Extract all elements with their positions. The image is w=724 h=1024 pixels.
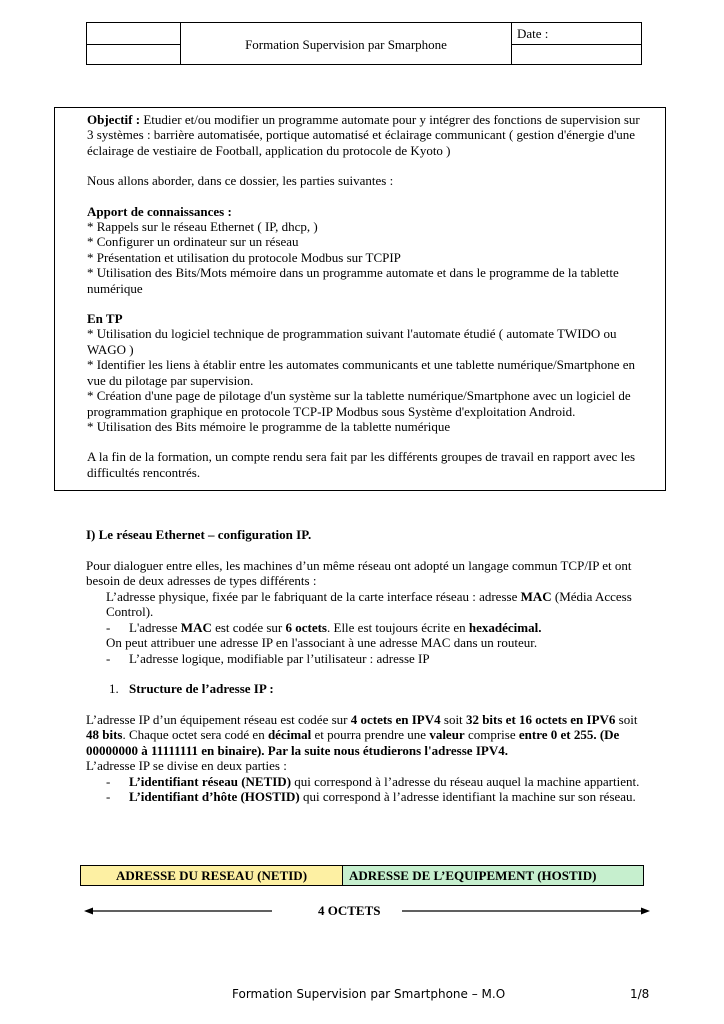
logical-address-bullet: - L’adresse logique, modifiable par l’utilisateur : adresse IP — [106, 650, 430, 666]
objective-conclusion: A la fin de la formation, un compte rendu sera fait par les différents groupes de travail en rapport avec les difficultés rencontrés. — [87, 449, 636, 480]
knowledge-item: * Configurer un ordinateur sur un réseau — [87, 234, 299, 250]
subsection-title: 1. Structure de l’adresse IP : — [109, 681, 274, 696]
mac-bullet: - L'adresse MAC est codée sur 6 octets. Elle est toujours écrite en hexadécimal. — [106, 619, 542, 635]
arrow-right-head — [641, 908, 650, 915]
header-title: Formation Supervision par Smarphone — [245, 37, 447, 52]
tp-item: * Utilisation du logiciel technique de programmation suivant l'automate étudié ( automate TWIDO ou WAGO ) — [87, 326, 617, 357]
knowledge-item: * Utilisation des Bits/Mots mémoire dans un programme automate et dans le programme de la tablette numérique — [87, 265, 619, 296]
octets-label: 4 OCTETS — [318, 903, 381, 918]
footer-text: Formation Supervision par Smartphone – M.O — [232, 987, 506, 1001]
objective-content — [87, 112, 643, 480]
tp-item: * Identifier les liens à établir entre les automates communicants et une tablette numérique/Smartphone en vue du pilotage par supervision. — [87, 357, 635, 388]
objective-text: Etudier et/ou modifier un programme automate pour y intégrer des fonctions de supervision sur 3 systèmes : barrière automatisée, portique automatisé et éclairage communicant ( gestion d'énergie d'une éclairage de vestiaire de Football, application du protocole de Kyoto ) — [87, 112, 640, 158]
section-title: I) Le réseau Ethernet – configuration IP. — [86, 527, 312, 542]
header-table — [86, 22, 642, 65]
header-row-line — [87, 44, 180, 45]
header-date-label: Date : — [517, 26, 549, 41]
physical-address-text: L’adresse physique, fixée par le fabriquant de la carte interface réseau : adresse MAC (Média Access Control). — [106, 588, 632, 619]
section-ethernet — [86, 527, 642, 805]
netid-bullet: - L’identifiant réseau (NETID) qui correspond à l’adresse du réseau auquel la machine appartient. — [106, 773, 640, 789]
ip-address-table — [80, 865, 644, 886]
ip-structure-text: L’adresse IP d’un équipement réseau est codée sur 4 octets en IPV4 soit 32 bits et 16 octets en IPV6 soit 48 bits. Chaque octet sera codé en décimal et pourra prendre une valeur comprise entre 0 et 255. (De 00000000 à 11111111 en binaire). Par la suite nous étudierons l'adresse IPV4. — [86, 711, 638, 758]
netid-cell: ADRESSE DU RESEAU (NETID) — [81, 866, 343, 885]
section-intro: Pour dialoguer entre elles, les machines d’un même réseau ont adopté un langage commun TCP/IP et ont besoin de deux adresses de types différents : — [86, 557, 632, 588]
tp-item: * Utilisation des Bits mémoire le programme de la tablette numérique — [87, 418, 451, 434]
tp-item: * Création d'une page de pilotage d'un système sur la tablette numérique/Smartphone avec un logiciel de programmation graphique en protocole TCP-IP Modbus sous Système d'exploitation Android. — [87, 388, 631, 419]
arrow-left-head — [84, 908, 93, 915]
hostid-bullet: - L’identifiant d’hôte (HOSTID) qui correspond à l’adresse identifiant la machine sur son réseau. — [106, 789, 636, 804]
objective-box — [54, 107, 666, 491]
tp-title: En TP — [87, 311, 123, 327]
page-number: 1/8 — [630, 987, 650, 1001]
header-row-line — [511, 44, 641, 45]
ip-parts-text: L’adresse IP se divise en deux parties : — [86, 758, 287, 773]
objective-label: Objectif : — [87, 112, 141, 127]
hostid-cell: ADRESSE DE L’EQUIPEMENT (HOSTID) — [343, 866, 643, 885]
assign-text: On peut attribuer une adresse IP en l'associant à une adresse MAC dans un routeur. — [106, 635, 538, 650]
knowledge-title: Apport de connaissances : — [87, 203, 232, 219]
knowledge-item: * Présentation et utilisation du protocole Modbus sur TCPIP — [87, 249, 401, 265]
objective-paragraph — [87, 112, 643, 158]
knowledge-item: * Rappels sur le réseau Ethernet ( IP, dhcp, ) — [87, 219, 318, 235]
objective-intro: Nous allons aborder, dans ce dossier, les parties suivantes : — [87, 173, 394, 189]
